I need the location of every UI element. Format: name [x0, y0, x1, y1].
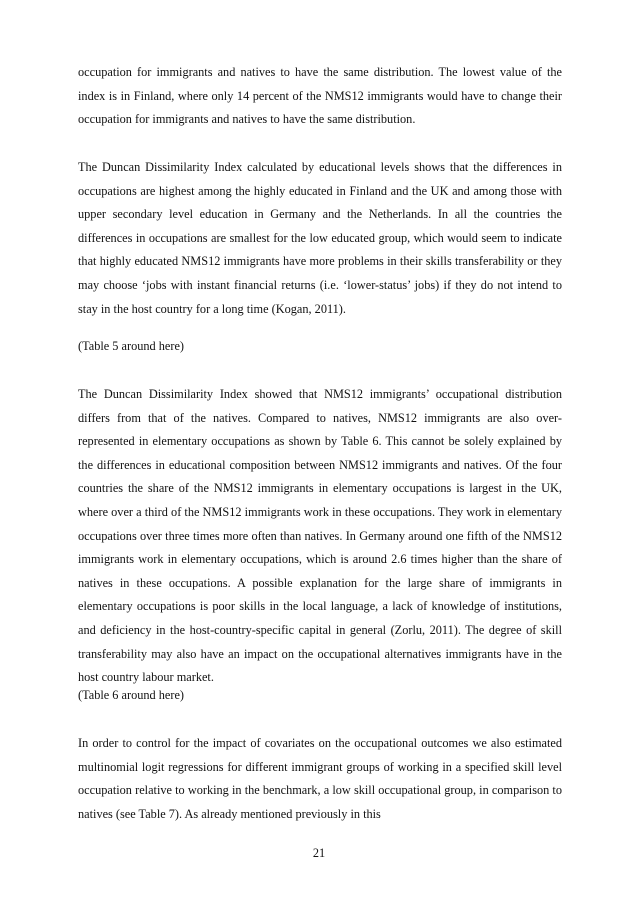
paragraph-index-finland: occupation for immigrants and natives to have the same distribution. The lowest value of the index is in Finland, where only 14 percent of the NMS12 immigrants would have to change their occupation for immigrants and natives to have the same distribution.: [78, 65, 562, 127]
table-5-placeholder: (Table 5 around here): [78, 339, 185, 353]
paragraph-elementary-occupations: The Duncan Dissimilarity Index showed that NMS12 immigrants’ occupational distribution differs from that of the natives. Compared to natives, NMS12 immigrants are also over-represented in elementary occupations as shown by Table 6. This cannot be solely explained by the differences in educational composition between NMS12 immigrants and natives. Of the four countries the share of the NMS12 immigrants in elementary occupations is largest in the UK, where over a third of the NMS12 immigrants work in these occupations. They work in elementary occupations over three times more often than natives. In Germany around one fifth of the NMS12 immigrants work in elementary occupations, which is around 2.6 times higher than the share of natives in these occupations. A possible explanation for the large share of immigrants in elementary occupations is poor skills in the local language, a lack of knowledge of institutions, and deficiency in the host-country-specific capital in general (Zorlu, 2011). The degree of skill transferability may also have an impact on the occupational alternatives immigrants have in the host country labour market.: [78, 387, 562, 685]
table-6-placeholder: (Table 6 around here): [78, 688, 185, 702]
paragraph-multinomial-logit: In order to control for the impact of covariates on the occupational outcomes we also estimated multinomial logit regressions for different immigrant groups of working in a specified skill level occupation relative to working in the benchmark, a low skill occupational group, in comparison to natives (see Table 7). As already mentioned previously in this: [78, 736, 562, 821]
paragraph-dissimilarity-by-education: The Duncan Dissimilarity Index calculated by educational levels shows that the differences in occupations are highest among the highly educated in Finland and the UK and among those with upper secondary level education in Germany and the Netherlands. In all the countries the differences in occupations are smallest for the low educated group, which would seem to indicate that highly educated NMS12 immigrants have more problems in their skills transferability or they may choose ‘jobs with instant financial returns (i.e. ‘lower-status’ jobs) if they do not intend to stay in the host country for a long time (Kogan, 2011).: [78, 160, 562, 316]
page-number: 21: [312, 846, 326, 860]
